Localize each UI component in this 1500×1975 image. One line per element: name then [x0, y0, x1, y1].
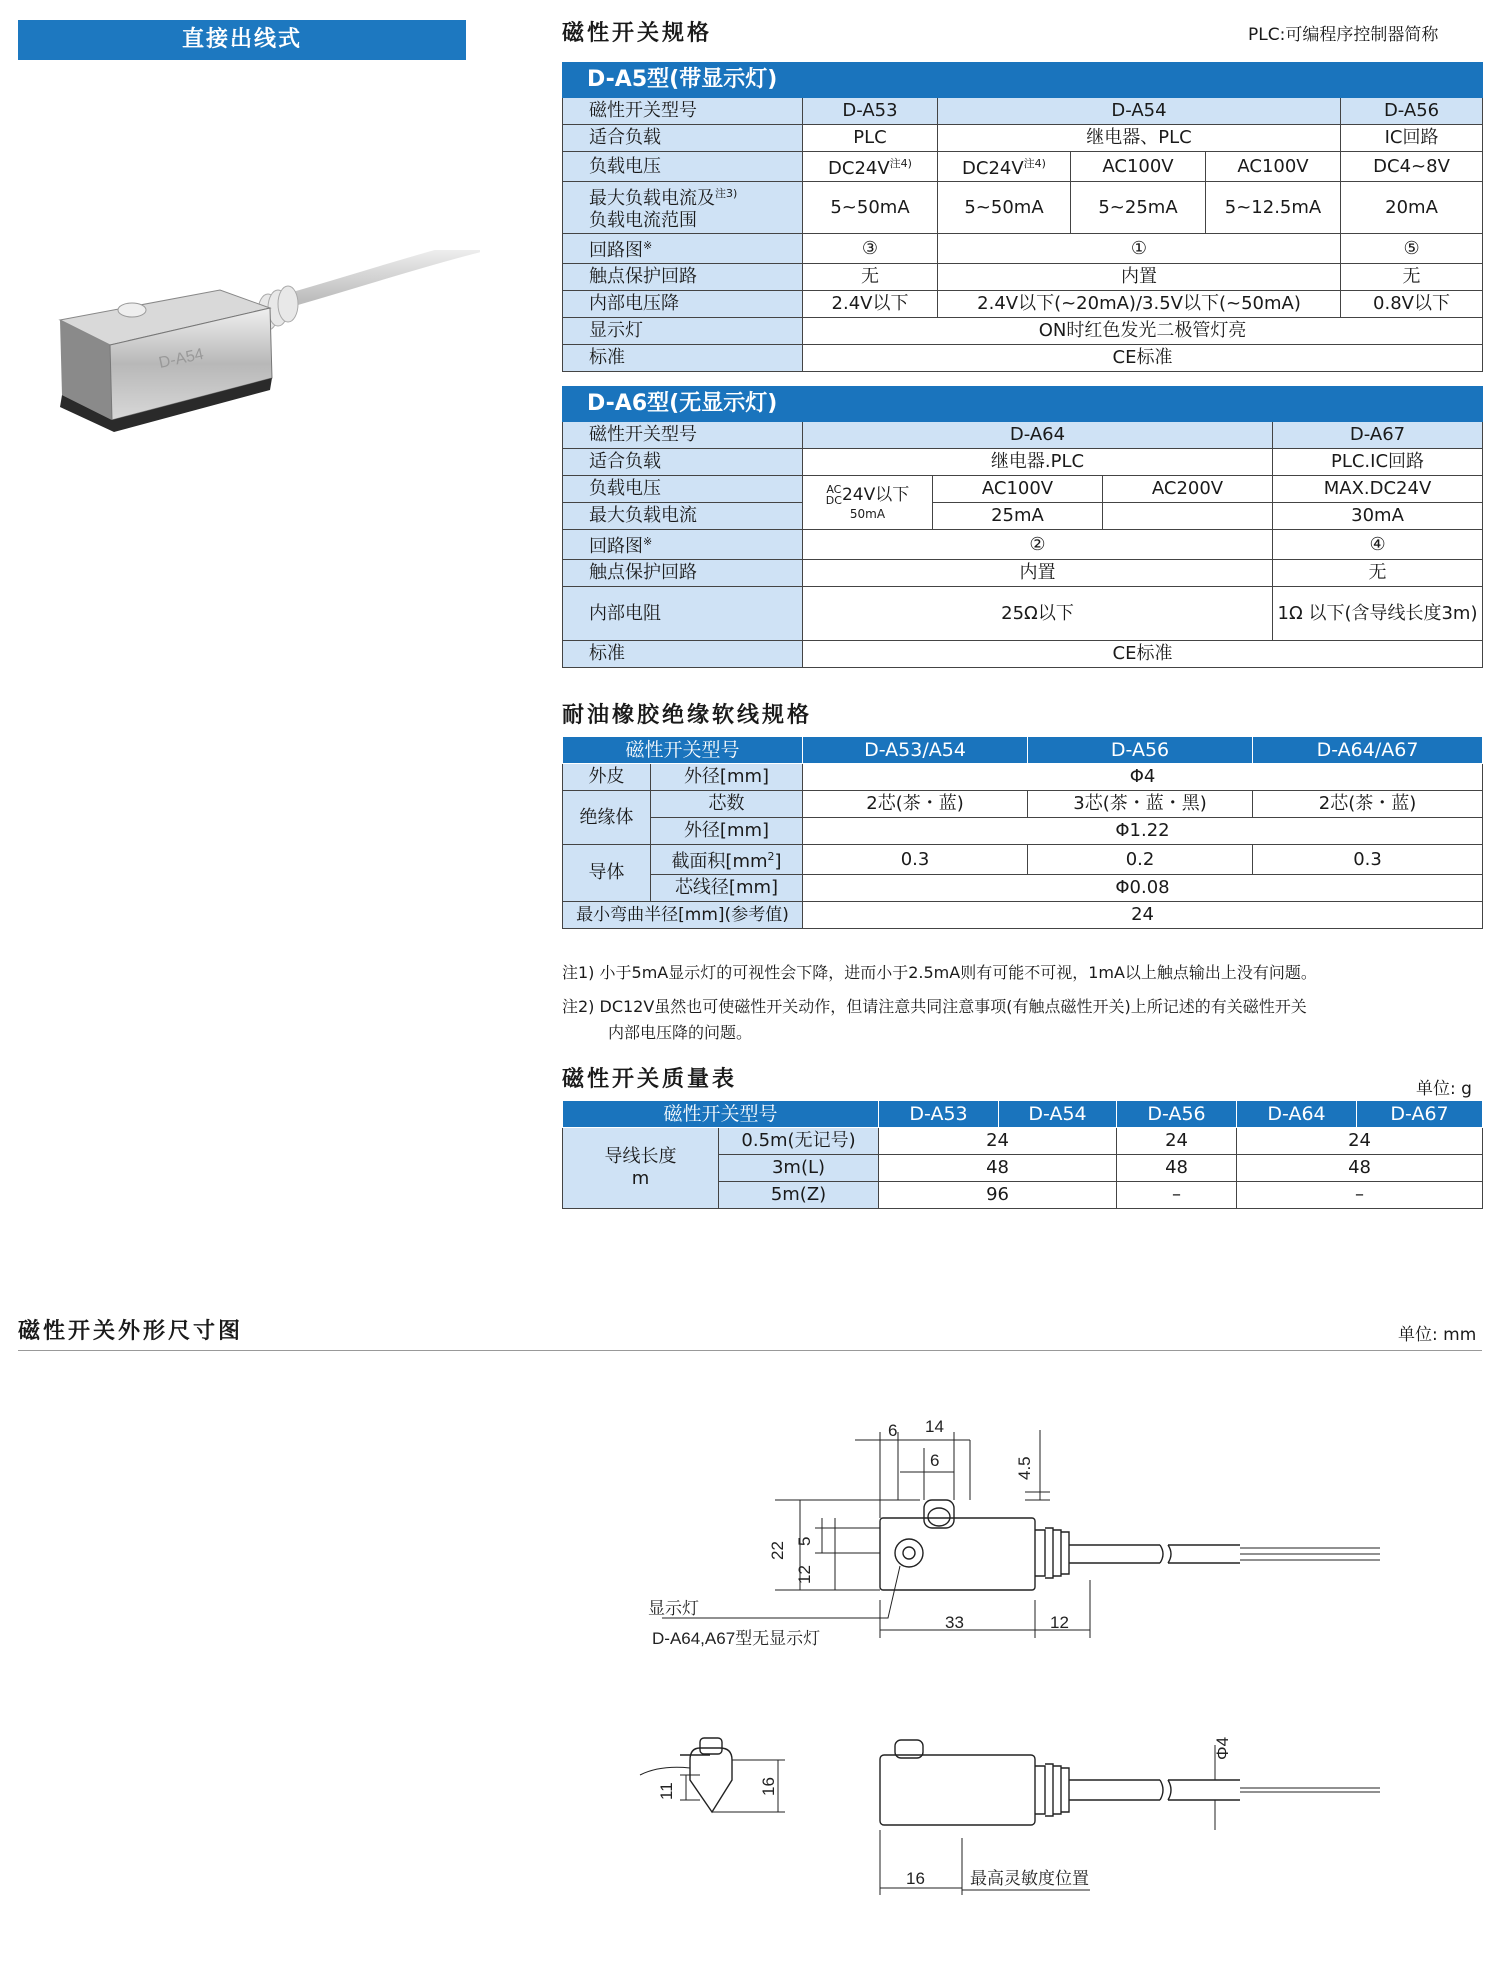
a5-label-lamp: 显示灯	[563, 318, 803, 345]
cable-label-wire: 芯线径[mm]	[651, 875, 803, 902]
a5-load-a54: 继电器、PLC	[938, 125, 1341, 152]
cable-label-od: 外径[mm]	[651, 764, 803, 791]
cable-label-bend: 最小弯曲半径[mm](参考值)	[563, 902, 803, 929]
a6-label-load: 适合负载	[563, 449, 803, 476]
model-a54: D-A54	[938, 98, 1341, 125]
a6-current-3	[1103, 503, 1273, 530]
note-1: 注1) 小于5mA显示灯的可视性会下降，进而小于2.5mA则有可能不可视，1mA以上触点输出上没有问题。	[562, 963, 1317, 982]
a5-circuit-a56: ⑤	[1341, 234, 1483, 264]
dim-11: 11	[657, 1782, 676, 1800]
mass-head-type: 磁性开关型号	[563, 1101, 879, 1128]
dim-5: 5	[795, 1536, 814, 1546]
cable-od-value: Φ4	[803, 764, 1483, 791]
mass-title: 磁性开关质量表	[562, 1067, 738, 1092]
a6-circuit-a67: ④	[1273, 530, 1483, 560]
note-2-cont: 内部电压降的问题。	[608, 1023, 753, 1042]
plc-note: PLC:可编程序控制器简称	[1248, 25, 1439, 45]
a5-label-std: 标准	[563, 345, 803, 372]
a5-spec-table	[562, 62, 1483, 372]
a6-spec-table	[562, 386, 1483, 668]
lamp-window	[895, 1539, 923, 1567]
a6-label-voltage: 负载电压	[563, 476, 803, 503]
a5-label-voltage: 负载电压	[563, 152, 803, 182]
dim-22: 22	[768, 1541, 787, 1560]
cable-group-insulation: 绝缘体	[563, 791, 651, 845]
lamp-note: D-A64,A67型无显示灯	[652, 1629, 821, 1648]
mass-r2-a56: 48	[1117, 1155, 1237, 1182]
a5-circuit-a54: ①	[938, 234, 1341, 264]
a6-voltage-1: AC DC24V以下 50mA	[803, 476, 933, 530]
mass-r1-a56: 24	[1117, 1128, 1237, 1155]
mass-r3-a6467: –	[1237, 1182, 1483, 1209]
a5-drop-a53: 2.4V以下	[803, 291, 938, 318]
dims-title: 磁性开关外形尺寸图	[18, 1319, 244, 1344]
a5-drop-a54: 2.4V以下(~20mA)/3.5V以下(~50mA)	[938, 291, 1341, 318]
mass-head-a53: D-A53	[879, 1101, 999, 1128]
switch-body-side-view	[680, 1748, 732, 1812]
dim-12b: 12	[1050, 1613, 1069, 1632]
a5-current-1: 5~50mA	[803, 182, 938, 234]
cable-group-conductor: 导体	[563, 845, 651, 902]
mass-r2-a5354: 48	[879, 1155, 1117, 1182]
a5-load-a53: PLC	[803, 125, 938, 152]
a6-label-res: 内部电阻	[563, 587, 803, 641]
mass-length-1: 0.5m(无记号)	[719, 1128, 879, 1155]
mass-head-a54: D-A54	[999, 1101, 1117, 1128]
switch-body-bottom-view	[880, 1755, 1035, 1825]
sense-label: 最高灵敏度位置	[970, 1869, 1089, 1888]
cable-ins-od-value: Φ1.22	[803, 818, 1483, 845]
a5-label-protect: 触点保护回路	[563, 264, 803, 291]
a5-std-value: CE标准	[803, 345, 1483, 372]
cable-group-sheath: 外皮	[563, 764, 651, 791]
a6-voltage-4: MAX.DC24V	[1273, 476, 1483, 503]
a5-voltage-4: AC100V	[1206, 152, 1341, 182]
cable-spec-table	[562, 736, 1483, 929]
cable-label-area: 截面积$[mm^2]$	[651, 845, 803, 875]
note-2: 注2) DC12V虽然也可使磁性开关动作，但请注意共同注意事项(有触点磁性开关)上所记述的有关磁性开关	[562, 997, 1307, 1016]
cable-cores-3: 2芯(茶・蓝)	[1253, 791, 1483, 818]
dims-divider	[18, 1350, 1482, 1351]
cable-cores-1: 2芯(茶・蓝)	[803, 791, 1028, 818]
cable-area-3: 0.3	[1253, 845, 1483, 875]
a6-band-title: D-A6型(无显示灯)	[563, 387, 1483, 422]
mass-table	[562, 1100, 1483, 1209]
dims-unit: 单位: mm	[1398, 1325, 1477, 1345]
mass-group-length: 导线长度 m	[563, 1128, 719, 1209]
a6-label-current: 最大负载电流	[563, 503, 803, 530]
cable-label-ins-od: 外径[mm]	[651, 818, 803, 845]
dim-14: 14	[925, 1417, 944, 1436]
a5-voltage-2: $DC24V^{注4)}$	[938, 152, 1071, 182]
lamp-label: 显示灯	[648, 1599, 699, 1618]
a6-protect-a67: 无	[1273, 560, 1483, 587]
mass-r2-a6467: 48	[1237, 1155, 1483, 1182]
dimension-drawing	[0, 1360, 1500, 1920]
a6-load-a67: PLC.IC回路	[1273, 449, 1483, 476]
a5-voltage-5: DC4~8V	[1341, 152, 1483, 182]
dim-6: 6	[888, 1421, 898, 1440]
mass-length-2: 3m(L)	[719, 1155, 879, 1182]
a5-drop-a56: 0.8V以下	[1341, 291, 1483, 318]
cable-head-type: 磁性开关型号	[563, 737, 803, 764]
a5-protect-a53: 无	[803, 264, 938, 291]
a6-circuit-a64: ②	[803, 530, 1273, 560]
section-tag: 直接出线式	[18, 20, 466, 60]
product-photo	[40, 250, 480, 450]
cable-wire-value: Φ0.08	[803, 875, 1483, 902]
mass-r3-a5354: 96	[879, 1182, 1117, 1209]
model-a53: D-A53	[803, 98, 938, 125]
a6-label-type: 磁性开关型号	[563, 422, 803, 449]
mass-unit: 单位: g	[1416, 1079, 1472, 1099]
a5-current-2: 5~50mA	[938, 182, 1071, 234]
a5-current-5: 20mA	[1341, 182, 1483, 234]
a6-label-circuit: 回路图※	[563, 530, 803, 560]
mass-r1-a6467: 24	[1237, 1128, 1483, 1155]
mass-head-a64: D-A64	[1237, 1101, 1357, 1128]
a6-voltage-2: AC100V	[933, 476, 1103, 503]
a5-current-3: 5~25mA	[1071, 182, 1206, 234]
dim-4-5: 4.5	[1015, 1456, 1034, 1480]
dim-16: 16	[759, 1777, 778, 1796]
a6-protect-a64: 内置	[803, 560, 1273, 587]
cable-head-m1: D-A53/A54	[803, 737, 1028, 764]
a5-label-circuit: 回路图※	[563, 234, 803, 264]
mass-r3-a56: –	[1117, 1182, 1237, 1209]
a5-current-4: 5~12.5mA	[1206, 182, 1341, 234]
a5-band-title: D-A5型(带显示灯)	[563, 63, 1483, 98]
dim-16b: 16	[906, 1869, 925, 1888]
a5-label-type: 磁性开关型号	[563, 98, 803, 125]
a5-label-load: 适合负载	[563, 125, 803, 152]
dim-33: 33	[945, 1613, 964, 1632]
a5-load-a56: IC回路	[1341, 125, 1483, 152]
a5-lamp-value: ON时红色发光二极管灯亮	[803, 318, 1483, 345]
a5-protect-a54: 内置	[938, 264, 1341, 291]
cable-title: 耐油橡胶绝缘软线规格	[562, 703, 813, 728]
a6-load-a64: 继电器.PLC	[803, 449, 1273, 476]
a5-circuit-a53: ③	[803, 234, 938, 264]
a6-label-std: 标准	[563, 641, 803, 668]
spec-title: 磁性开关规格	[562, 21, 713, 46]
a5-voltage-1: $DC24V^{注4)}$	[803, 152, 938, 182]
cable-head-m3: D-A64/A67	[1253, 737, 1483, 764]
mass-length-3: 5m(Z)	[719, 1182, 879, 1209]
model-a56: D-A56	[1341, 98, 1483, 125]
cable-head-m2: D-A56	[1028, 737, 1253, 764]
dim-12: 12	[795, 1565, 814, 1584]
mass-head-a67: D-A67	[1357, 1101, 1483, 1128]
a6-label-protect: 触点保护回路	[563, 560, 803, 587]
a5-protect-a56: 无	[1341, 264, 1483, 291]
model-a67: D-A67	[1273, 422, 1483, 449]
a5-label-current: 最大负载电流及$^{注3)}$ 负载电流范围	[563, 182, 803, 234]
a6-voltage-3: AC200V	[1103, 476, 1273, 503]
a6-current-2: 25mA	[933, 503, 1103, 530]
dim-6b: 6	[930, 1451, 940, 1470]
a6-std-value: CE标准	[803, 641, 1483, 668]
cable-area-2: 0.2	[1028, 845, 1253, 875]
cable-area-1: 0.3	[803, 845, 1028, 875]
cable-bend-value: 24	[803, 902, 1483, 929]
model-a64: D-A64	[803, 422, 1273, 449]
a6-res-a67: 1Ω 以下(含导线长度3m)	[1273, 587, 1483, 641]
cable-label-cores: 芯数	[651, 791, 803, 818]
mass-r1-a5354: 24	[879, 1128, 1117, 1155]
dim-phi4: Φ4	[1213, 1736, 1232, 1760]
mass-head-a56: D-A56	[1117, 1101, 1237, 1128]
cable-cores-2: 3芯(茶・蓝・黑)	[1028, 791, 1253, 818]
a6-res-a64: 25Ω以下	[803, 587, 1273, 641]
a5-label-drop: 内部电压降	[563, 291, 803, 318]
a6-current-4: 30mA	[1273, 503, 1483, 530]
a5-voltage-3: AC100V	[1071, 152, 1206, 182]
product-model-marking: D-A54	[157, 345, 206, 372]
